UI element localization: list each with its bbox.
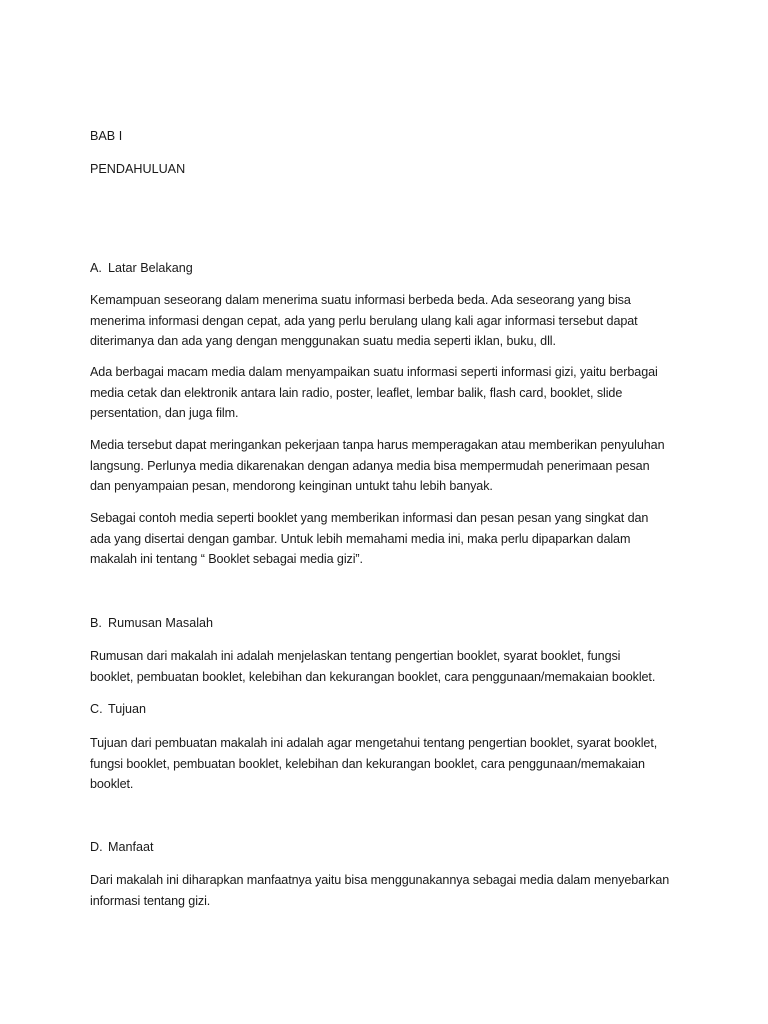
text-line: diterimanya dan ada yang dengan menggunakan suatu media seperti iklan, buku, dll. — [90, 334, 556, 348]
paragraph-tujuan — [90, 733, 690, 795]
paragraph-manfaat — [90, 870, 690, 911]
text-line: Tujuan dari pembuatan makalah ini adalah agar mengetahui tentang pengertian booklet, syarat booklet, — [90, 736, 658, 750]
text-line: menerima informasi dengan cepat, ada yang perlu berulang ulang kali agar informasi tersebut dapat — [90, 313, 638, 328]
section-letter: A. — [90, 261, 102, 275]
text-line: booklet. — [90, 777, 134, 791]
text-line: langsung. Perlunya media dikarenakan dengan adanya media bisa mempermudah penerimaan pesan — [90, 458, 650, 473]
section-heading-a — [90, 258, 193, 278]
text-line: makalah ini tentang “ Booklet sebagai media gizi”. — [90, 552, 363, 566]
text-line: fungsi booklet, pembuatan booklet, kelebihan dan kekurangan booklet, cara penggunaan/memakaian — [90, 756, 645, 771]
section-title: Latar Belakang — [108, 261, 193, 275]
section-letter: D. — [90, 840, 103, 854]
section-heading-d — [90, 837, 154, 857]
text-line: Sebagai contoh media seperti booklet yang memberikan informasi dan pesan pesan yang singkat dan — [90, 511, 649, 525]
text-line: Dari makalah ini diharapkan manfaatnya yaitu bisa menggunakannya sebagai media dalam menyebarkan — [90, 873, 670, 887]
section-title: Manfaat — [108, 840, 154, 854]
paragraph-latar-belakang-3 — [90, 435, 690, 497]
paragraph-latar-belakang-2 — [90, 362, 690, 424]
text-line: ada yang disertai dengan gambar. Untuk lebih memahami media ini, maka perlu dipaparkan dalam — [90, 531, 631, 546]
paragraph-latar-belakang-4 — [90, 508, 690, 570]
section-heading-c — [90, 699, 146, 719]
text-line: informasi tentang gizi. — [90, 893, 211, 908]
section-letter: C. — [90, 702, 103, 716]
text-line: booklet, pembuatan booklet, kelebihan dan kekurangan booklet, cara penggunaan/memakaian booklet. — [90, 669, 656, 684]
section-letter: B. — [90, 616, 102, 630]
paragraph-latar-belakang-1 — [90, 290, 690, 352]
text-line: Rumusan dari makalah ini adalah menjelaskan tentang pengertian booklet, syarat booklet, fungsi — [90, 649, 621, 663]
text-line: Media tersebut dapat meringankan pekerjaan tanpa harus memperagakan atau memberikan penyuluhan — [90, 438, 665, 452]
text-line: Kemampuan seseorang dalam menerima suatu informasi berbeda beda. Ada seseorang yang bisa — [90, 293, 631, 307]
section-heading-b — [90, 613, 213, 633]
chapter-number: BAB I — [90, 129, 123, 143]
text-line: persentation, dan juga film. — [90, 406, 239, 420]
text-line: Ada berbagai macam media dalam menyampaikan suatu informasi seperti informasi gizi, yaitu berbagai — [90, 365, 658, 379]
section-title: Tujuan — [108, 702, 147, 716]
text-line: dan penyampaian pesan, mendorong keinginan untukt tahu lebih banyak. — [90, 479, 493, 493]
section-title: Rumusan Masalah — [108, 616, 213, 630]
paragraph-rumusan-masalah — [90, 646, 690, 687]
text-line: media cetak dan elektronik antara lain radio, poster, leaflet, lembar balik, flash card, booklet, slide — [90, 385, 623, 400]
chapter-title: PENDAHULUAN — [90, 162, 186, 176]
